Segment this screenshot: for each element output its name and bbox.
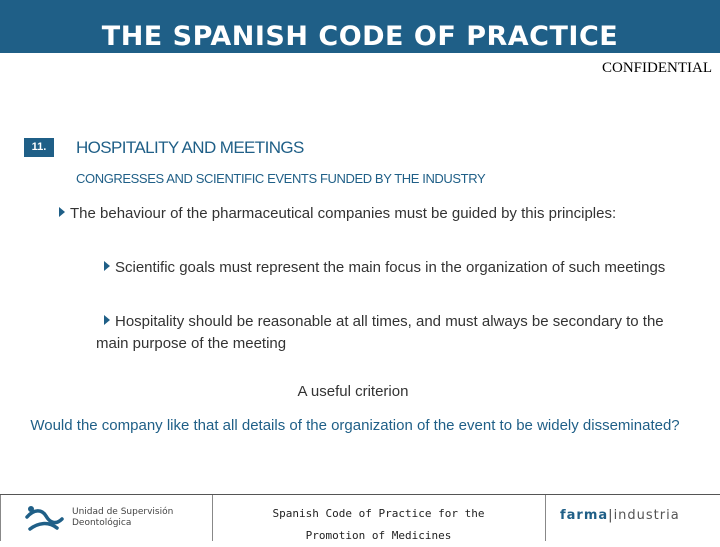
section-subtitle: CONGRESSES AND SCIENTIFIC EVENTS FUNDED BY THE INDUSTRY xyxy=(76,171,486,186)
brand-part-b: industria xyxy=(613,508,680,523)
footer-center-line: Promotion of Medicines xyxy=(305,529,452,542)
footer-org-block xyxy=(0,495,213,541)
bullet-text: Scientific goals must represent the main focus in the organization of such meetings xyxy=(115,259,666,276)
org-name xyxy=(72,507,173,529)
org-name-line: Unidad de Supervisión xyxy=(72,507,174,517)
bullet-text: Hospitality should be reasonable at all times, and must always be secondary to the main purpose of the meeting xyxy=(96,313,664,352)
key-question: Would the company like that all details of the organization of the event to be widely disseminated? xyxy=(30,417,680,434)
bullet-item xyxy=(96,257,696,279)
bullet-item xyxy=(96,311,696,355)
brand-logo xyxy=(560,508,680,523)
page-title: THE SPANISH CODE OF PRACTICE xyxy=(101,21,619,52)
section-title: HOSPITALITY AND MEETINGS xyxy=(76,138,304,157)
brand-separator: | xyxy=(608,508,614,523)
org-logo-icon xyxy=(24,501,64,535)
criterion-label: A useful criterion xyxy=(297,383,409,400)
footer-center-block xyxy=(212,495,546,541)
header-bar xyxy=(0,0,720,53)
section-number-badge: 11. xyxy=(24,138,54,157)
bullet-arrow-icon xyxy=(104,315,110,325)
bullet-arrow-icon xyxy=(104,261,110,271)
org-name-line: Deontológica xyxy=(72,518,132,528)
intro-paragraph xyxy=(40,203,640,225)
footer-center-line: Spanish Code of Practice for the xyxy=(272,507,485,520)
footer-center-text xyxy=(212,503,545,547)
bullet-arrow-icon xyxy=(59,207,65,217)
confidential-label: CONFIDENTIAL xyxy=(602,60,712,76)
brand-part-a: farma xyxy=(560,508,609,523)
footer-brand-block xyxy=(546,495,720,541)
footer xyxy=(0,494,720,541)
intro-text: The behaviour of the pharmaceutical companies must be guided by this principles: xyxy=(70,205,617,222)
